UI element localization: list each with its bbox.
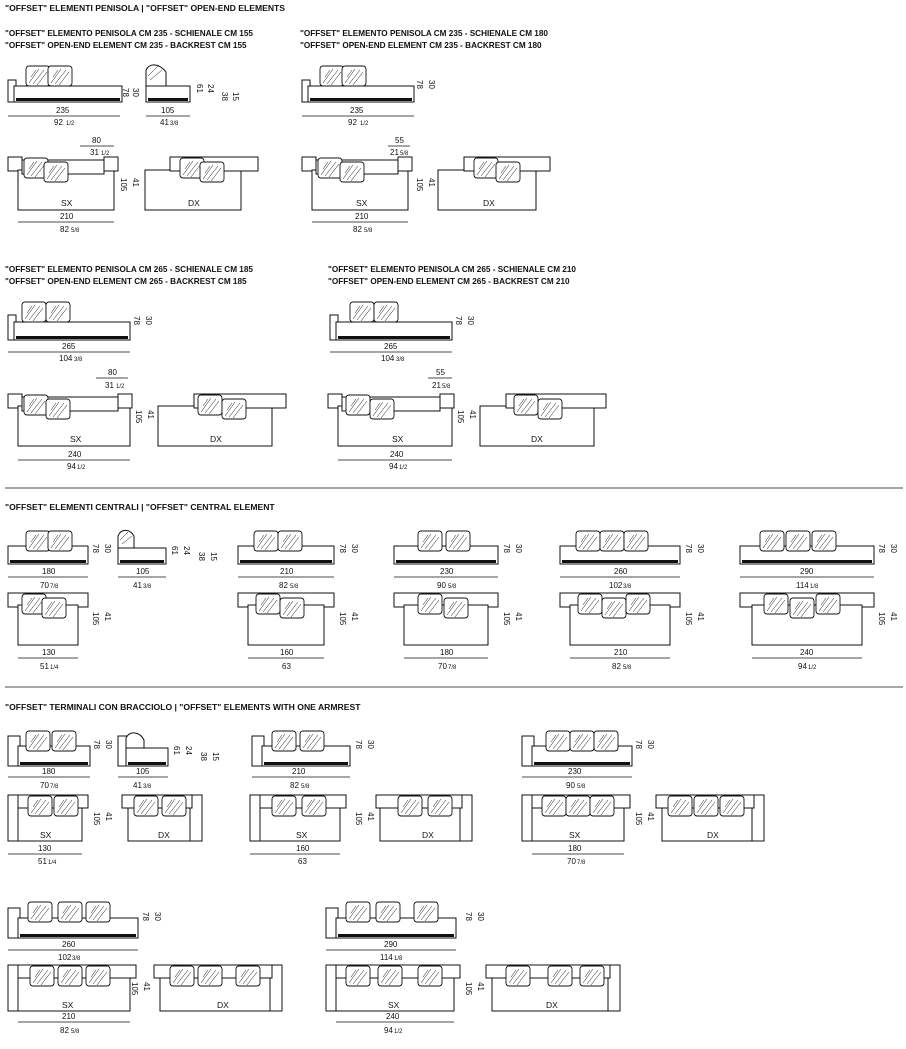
dim-105-depth: 105 bbox=[91, 612, 100, 626]
dim-41-depth: 41 bbox=[142, 982, 151, 991]
elevation-central-180 bbox=[8, 531, 88, 564]
svg-text:7/8: 7/8 bbox=[577, 860, 586, 866]
dim-30: 30 bbox=[514, 544, 523, 553]
dim-105-depth: 105 bbox=[354, 812, 363, 826]
dim-105-depth: 105 bbox=[502, 612, 511, 626]
dim-78: 78 bbox=[92, 740, 101, 749]
dim-160 bbox=[250, 844, 340, 866]
dim-180 bbox=[8, 567, 88, 590]
dim-230 bbox=[394, 567, 498, 590]
svg-text:105: 105 bbox=[136, 567, 150, 576]
label-sx: SX bbox=[296, 830, 308, 840]
dim-105-depth: 105 bbox=[464, 982, 473, 996]
dim-41-depth: 41 bbox=[146, 410, 155, 419]
svg-text:3/8: 3/8 bbox=[143, 584, 152, 590]
group-title-it: "OFFSET" ELEMENTO PENISOLA CM 235 - SCHIENALE CM 180 bbox=[300, 29, 548, 38]
plan-central-210 bbox=[560, 593, 680, 645]
dim-105-depth: 105 bbox=[684, 612, 693, 626]
dim-15: 15 bbox=[209, 552, 218, 561]
dim-30: 30 bbox=[696, 544, 705, 553]
dim-78: 78 bbox=[338, 544, 347, 553]
dim-55-offset bbox=[428, 368, 452, 390]
elevation-armrest-210 bbox=[252, 731, 350, 766]
dim-30: 30 bbox=[366, 740, 375, 749]
dim-105-depth: 105 bbox=[130, 982, 139, 996]
label-dx: DX bbox=[158, 830, 170, 840]
svg-text:5/8: 5/8 bbox=[290, 584, 299, 590]
dim-30: 30 bbox=[476, 912, 485, 921]
svg-text:240: 240 bbox=[800, 648, 814, 657]
dim-260 bbox=[8, 940, 138, 962]
svg-text:160: 160 bbox=[296, 844, 310, 853]
svg-text:1/2: 1/2 bbox=[101, 151, 110, 157]
svg-text:5/8: 5/8 bbox=[301, 784, 310, 790]
dim-41-depth: 41 bbox=[646, 812, 655, 821]
svg-text:114: 114 bbox=[380, 953, 393, 962]
svg-text:5/8: 5/8 bbox=[623, 665, 632, 671]
elevation-open-end-265-185 bbox=[8, 302, 130, 340]
svg-text:3/8: 3/8 bbox=[170, 121, 179, 127]
side-view-open-end bbox=[146, 65, 190, 102]
elevation-central-260 bbox=[560, 531, 680, 564]
dim-105-depth: 105 bbox=[134, 410, 143, 424]
elevation-armrest-180 bbox=[8, 731, 90, 766]
dim-105-depth: 105 bbox=[415, 178, 424, 192]
group-title-it: "OFFSET" ELEMENTO PENISOLA CM 265 - SCHIENALE CM 185 bbox=[5, 265, 253, 274]
svg-text:290: 290 bbox=[384, 940, 398, 949]
dim-30: 30 bbox=[153, 912, 162, 921]
dim-265 bbox=[330, 342, 452, 363]
svg-text:51: 51 bbox=[40, 662, 49, 671]
side-view-armrest bbox=[118, 733, 168, 766]
dim-210 bbox=[570, 648, 670, 671]
svg-text:94: 94 bbox=[67, 462, 76, 471]
dim-41-depth: 41 bbox=[104, 812, 113, 821]
label-dx: DX bbox=[483, 198, 495, 208]
plan-armrest-sx-160 bbox=[250, 795, 346, 841]
dim-210 bbox=[252, 767, 350, 790]
dim-15: 15 bbox=[231, 92, 240, 101]
svg-text:265: 265 bbox=[62, 342, 76, 351]
elevation-open-end-265-210 bbox=[330, 302, 452, 340]
label-dx: DX bbox=[707, 830, 719, 840]
label-sx: SX bbox=[40, 830, 52, 840]
svg-text:210: 210 bbox=[614, 648, 628, 657]
svg-text:1/2: 1/2 bbox=[66, 121, 75, 127]
dim-78: 78 bbox=[141, 912, 150, 921]
plan-armrest-dx-180 bbox=[656, 795, 764, 841]
elevation-central-230 bbox=[394, 531, 498, 564]
dim-105-depth: 105 bbox=[456, 410, 465, 424]
svg-text:63: 63 bbox=[298, 857, 307, 866]
label-sx: SX bbox=[62, 1000, 74, 1010]
dim-24: 24 bbox=[182, 546, 191, 555]
svg-text:1/8: 1/8 bbox=[810, 584, 819, 590]
group-title-it: "OFFSET" ELEMENTO PENISOLA CM 265 - SCHIENALE CM 210 bbox=[328, 265, 576, 274]
plan-sx-265 bbox=[8, 394, 132, 446]
group-title-it: "OFFSET" ELEMENTO PENISOLA CM 235 - SCHIENALE CM 155 bbox=[5, 29, 253, 38]
svg-text:5/8: 5/8 bbox=[442, 384, 451, 390]
dim-265 bbox=[8, 342, 130, 363]
dim-210 bbox=[238, 567, 334, 590]
dim-210 bbox=[312, 212, 408, 234]
dim-41-depth: 41 bbox=[427, 178, 436, 187]
dim-210 bbox=[18, 212, 114, 234]
svg-text:82: 82 bbox=[60, 225, 69, 234]
svg-text:1/2: 1/2 bbox=[394, 1029, 403, 1035]
group-title-en: "OFFSET" OPEN-END ELEMENT CM 235 - BACKREST CM 155 bbox=[5, 41, 247, 50]
svg-text:240: 240 bbox=[386, 1012, 400, 1021]
svg-text:82: 82 bbox=[60, 1026, 69, 1035]
dim-41-depth: 41 bbox=[696, 612, 705, 621]
svg-text:1/2: 1/2 bbox=[77, 465, 86, 471]
plan-central-180 bbox=[394, 593, 498, 645]
dim-180 bbox=[532, 844, 624, 866]
dim-180 bbox=[404, 648, 488, 671]
dim-180 bbox=[8, 767, 90, 790]
svg-text:1/4: 1/4 bbox=[50, 665, 59, 671]
dim-235 bbox=[302, 106, 414, 127]
svg-text:80: 80 bbox=[92, 136, 101, 145]
svg-text:63: 63 bbox=[282, 662, 291, 671]
svg-text:94: 94 bbox=[798, 662, 807, 671]
svg-text:210: 210 bbox=[60, 212, 74, 221]
svg-text:41: 41 bbox=[160, 118, 169, 127]
svg-text:70: 70 bbox=[567, 857, 576, 866]
svg-text:210: 210 bbox=[355, 212, 369, 221]
svg-text:90: 90 bbox=[566, 781, 575, 790]
elevation-armrest-260 bbox=[8, 902, 138, 938]
elevation-armrest-230 bbox=[522, 731, 632, 766]
svg-text:105: 105 bbox=[136, 767, 150, 776]
svg-text:210: 210 bbox=[62, 1012, 76, 1021]
dim-240 bbox=[336, 1012, 454, 1035]
svg-text:130: 130 bbox=[42, 648, 56, 657]
dim-105-side bbox=[146, 106, 190, 127]
svg-text:82: 82 bbox=[612, 662, 621, 671]
svg-text:104: 104 bbox=[59, 354, 73, 363]
svg-text:5/8: 5/8 bbox=[364, 228, 373, 234]
dim-78: 78 bbox=[634, 740, 643, 749]
dim-41-depth: 41 bbox=[103, 612, 112, 621]
dim-290 bbox=[740, 567, 874, 590]
dim-78: 78 bbox=[121, 88, 130, 97]
plan-armrest-dx-210 bbox=[154, 965, 282, 1011]
svg-text:82: 82 bbox=[353, 225, 362, 234]
side-view-central bbox=[118, 530, 166, 564]
dim-41-depth: 41 bbox=[350, 612, 359, 621]
label-sx: SX bbox=[569, 830, 581, 840]
dim-105-depth: 105 bbox=[92, 812, 101, 826]
dim-230 bbox=[522, 767, 632, 790]
dim-78: 78 bbox=[91, 544, 100, 553]
label-sx: SX bbox=[388, 1000, 400, 1010]
svg-text:5/8: 5/8 bbox=[400, 151, 409, 157]
label-dx: DX bbox=[422, 830, 434, 840]
svg-text:5/8: 5/8 bbox=[71, 1029, 80, 1035]
dim-24: 24 bbox=[206, 84, 215, 93]
section-title-open-end: "OFFSET" ELEMENTI PENISOLA | "OFFSET" OPEN-END ELEMENTS bbox=[5, 3, 286, 13]
svg-text:1/2: 1/2 bbox=[808, 665, 817, 671]
svg-text:105: 105 bbox=[161, 106, 175, 115]
plan-armrest-dx-240 bbox=[486, 965, 620, 1011]
svg-text:114: 114 bbox=[796, 581, 809, 590]
label-sx: SX bbox=[392, 434, 404, 444]
svg-text:260: 260 bbox=[614, 567, 628, 576]
dim-105-side bbox=[118, 567, 166, 590]
svg-text:102: 102 bbox=[58, 953, 72, 962]
svg-text:3/8: 3/8 bbox=[396, 357, 405, 363]
svg-text:5/8: 5/8 bbox=[577, 784, 586, 790]
dim-41-depth: 41 bbox=[476, 982, 485, 991]
svg-text:102: 102 bbox=[609, 581, 623, 590]
dim-78: 78 bbox=[684, 544, 693, 553]
dim-30: 30 bbox=[144, 316, 153, 325]
dim-80-offset bbox=[96, 368, 128, 390]
svg-text:3/8: 3/8 bbox=[72, 956, 81, 962]
svg-text:1/8: 1/8 bbox=[394, 956, 403, 962]
dim-24: 24 bbox=[184, 746, 193, 755]
svg-text:41: 41 bbox=[133, 581, 142, 590]
plan-sx-265b bbox=[328, 394, 454, 446]
svg-text:82: 82 bbox=[279, 581, 288, 590]
svg-text:7/8: 7/8 bbox=[448, 665, 457, 671]
dim-210 bbox=[18, 1012, 130, 1035]
svg-text:21: 21 bbox=[390, 148, 399, 157]
elevation-armrest-290 bbox=[326, 902, 456, 938]
dim-105-side bbox=[118, 767, 168, 790]
dim-30: 30 bbox=[427, 80, 436, 89]
dim-78: 78 bbox=[454, 316, 463, 325]
elevation-central-290 bbox=[740, 531, 874, 564]
svg-text:290: 290 bbox=[800, 567, 814, 576]
svg-text:240: 240 bbox=[68, 450, 82, 459]
svg-text:55: 55 bbox=[395, 136, 404, 145]
svg-text:1/2: 1/2 bbox=[360, 121, 369, 127]
dim-105-depth: 105 bbox=[119, 178, 128, 192]
dim-15: 15 bbox=[211, 752, 220, 761]
plan-armrest-dx-130 bbox=[122, 795, 202, 841]
svg-text:180: 180 bbox=[440, 648, 454, 657]
dim-30: 30 bbox=[646, 740, 655, 749]
group-title-en: "OFFSET" OPEN-END ELEMENT CM 235 - BACKREST CM 180 bbox=[300, 41, 542, 50]
dim-41-depth: 41 bbox=[366, 812, 375, 821]
svg-text:130: 130 bbox=[38, 844, 52, 853]
plan-dx-235 bbox=[145, 157, 258, 210]
dim-41-depth: 41 bbox=[889, 612, 898, 621]
dim-130 bbox=[18, 648, 78, 671]
svg-text:3/8: 3/8 bbox=[143, 784, 152, 790]
label-dx: DX bbox=[546, 1000, 558, 1010]
dim-240 bbox=[338, 450, 452, 471]
elevation-open-end-235-180 bbox=[302, 66, 414, 102]
svg-text:260: 260 bbox=[62, 940, 76, 949]
label-dx: DX bbox=[210, 434, 222, 444]
plan-dx-265 bbox=[158, 394, 286, 446]
dim-240 bbox=[18, 450, 130, 471]
dim-38: 38 bbox=[199, 752, 208, 761]
svg-text:41: 41 bbox=[133, 781, 142, 790]
svg-text:70: 70 bbox=[438, 662, 447, 671]
svg-text:80: 80 bbox=[108, 368, 117, 377]
svg-text:55: 55 bbox=[436, 368, 445, 377]
svg-text:235: 235 bbox=[350, 106, 364, 115]
svg-text:7/8: 7/8 bbox=[50, 584, 59, 590]
dim-78: 78 bbox=[132, 316, 141, 325]
dim-30: 30 bbox=[466, 316, 475, 325]
plan-sx-235 bbox=[8, 157, 118, 210]
plan-armrest-sx-130 bbox=[8, 795, 88, 841]
svg-text:3/8: 3/8 bbox=[74, 357, 83, 363]
dim-105-depth: 105 bbox=[634, 812, 643, 826]
dim-105-depth: 105 bbox=[877, 612, 886, 626]
svg-text:210: 210 bbox=[292, 767, 306, 776]
svg-text:94: 94 bbox=[384, 1026, 393, 1035]
plan-central-160 bbox=[238, 593, 334, 645]
plan-armrest-sx-180 bbox=[522, 795, 630, 841]
svg-text:5/8: 5/8 bbox=[71, 228, 80, 234]
plan-armrest-dx-160 bbox=[376, 795, 472, 841]
svg-text:31: 31 bbox=[90, 148, 99, 157]
dim-30: 30 bbox=[104, 740, 113, 749]
dim-78: 78 bbox=[354, 740, 363, 749]
dim-38: 38 bbox=[220, 92, 229, 101]
svg-text:230: 230 bbox=[440, 567, 454, 576]
svg-text:90: 90 bbox=[437, 581, 446, 590]
svg-text:31: 31 bbox=[105, 381, 114, 390]
group-title-en: "OFFSET" OPEN-END ELEMENT CM 265 - BACKREST CM 210 bbox=[328, 277, 570, 286]
dim-240 bbox=[752, 648, 862, 671]
svg-text:235: 235 bbox=[56, 106, 70, 115]
svg-text:51: 51 bbox=[38, 857, 47, 866]
dim-61: 61 bbox=[195, 84, 204, 93]
dim-80-offset bbox=[80, 136, 114, 157]
dim-30: 30 bbox=[131, 88, 140, 97]
group-title-en: "OFFSET" OPEN-END ELEMENT CM 265 - BACKREST CM 185 bbox=[5, 277, 247, 286]
section-title-central: "OFFSET" ELEMENTI CENTRALI | "OFFSET" CENTRAL ELEMENT bbox=[5, 502, 275, 512]
label-sx: SX bbox=[61, 198, 73, 208]
plan-sx-235b bbox=[302, 157, 412, 210]
plan-armrest-sx-210 bbox=[8, 965, 136, 1011]
label-dx: DX bbox=[531, 434, 543, 444]
dim-30: 30 bbox=[889, 544, 898, 553]
svg-text:180: 180 bbox=[42, 767, 56, 776]
dim-130 bbox=[8, 844, 82, 866]
svg-text:7/8: 7/8 bbox=[50, 784, 59, 790]
svg-text:240: 240 bbox=[390, 450, 404, 459]
dim-260 bbox=[560, 567, 680, 590]
dim-38: 38 bbox=[197, 552, 206, 561]
dim-41-depth: 41 bbox=[468, 410, 477, 419]
dim-78: 78 bbox=[415, 80, 424, 89]
svg-text:180: 180 bbox=[42, 567, 56, 576]
dim-55-offset bbox=[388, 136, 410, 157]
svg-text:1/2: 1/2 bbox=[399, 465, 408, 471]
dim-61: 61 bbox=[170, 546, 179, 555]
dim-61: 61 bbox=[172, 746, 181, 755]
label-dx: DX bbox=[217, 1000, 229, 1010]
dim-41-depth: 41 bbox=[131, 178, 140, 187]
svg-text:265: 265 bbox=[384, 342, 398, 351]
dim-30: 30 bbox=[350, 544, 359, 553]
svg-text:94: 94 bbox=[389, 462, 398, 471]
svg-text:70: 70 bbox=[40, 581, 49, 590]
svg-text:92: 92 bbox=[54, 118, 63, 127]
plan-dx-235b bbox=[438, 157, 550, 210]
dim-41-depth: 41 bbox=[514, 612, 523, 621]
svg-text:230: 230 bbox=[568, 767, 582, 776]
plan-armrest-sx-240 bbox=[326, 965, 460, 1011]
svg-text:3/8: 3/8 bbox=[623, 584, 632, 590]
dim-105-depth: 105 bbox=[338, 612, 347, 626]
plan-central-240 bbox=[740, 593, 874, 645]
plan-central-130 bbox=[8, 593, 88, 645]
svg-text:180: 180 bbox=[568, 844, 582, 853]
label-sx: SX bbox=[70, 434, 82, 444]
dim-78: 78 bbox=[502, 544, 511, 553]
svg-text:104: 104 bbox=[381, 354, 395, 363]
elevation-central-210 bbox=[238, 531, 334, 564]
dim-30: 30 bbox=[103, 544, 112, 553]
svg-text:1/2: 1/2 bbox=[116, 384, 125, 390]
dim-235 bbox=[8, 106, 120, 127]
svg-text:21: 21 bbox=[432, 381, 441, 390]
svg-text:82: 82 bbox=[290, 781, 299, 790]
svg-text:92: 92 bbox=[348, 118, 357, 127]
svg-text:1/4: 1/4 bbox=[48, 860, 57, 866]
plan-dx-265b bbox=[480, 394, 606, 446]
label-dx: DX bbox=[188, 198, 200, 208]
section-title-armrest: "OFFSET" TERMINALI CON BRACCIOLO | "OFFSET" ELEMENTS WITH ONE ARMREST bbox=[5, 702, 361, 712]
svg-text:70: 70 bbox=[40, 781, 49, 790]
elevation-open-end-235-155 bbox=[8, 66, 122, 102]
dim-160 bbox=[248, 648, 324, 671]
dim-78: 78 bbox=[464, 912, 473, 921]
svg-text:210: 210 bbox=[280, 567, 294, 576]
svg-text:5/8: 5/8 bbox=[448, 584, 457, 590]
label-sx: SX bbox=[356, 198, 368, 208]
dim-78: 78 bbox=[877, 544, 886, 553]
svg-text:160: 160 bbox=[280, 648, 294, 657]
dim-290 bbox=[326, 940, 456, 962]
